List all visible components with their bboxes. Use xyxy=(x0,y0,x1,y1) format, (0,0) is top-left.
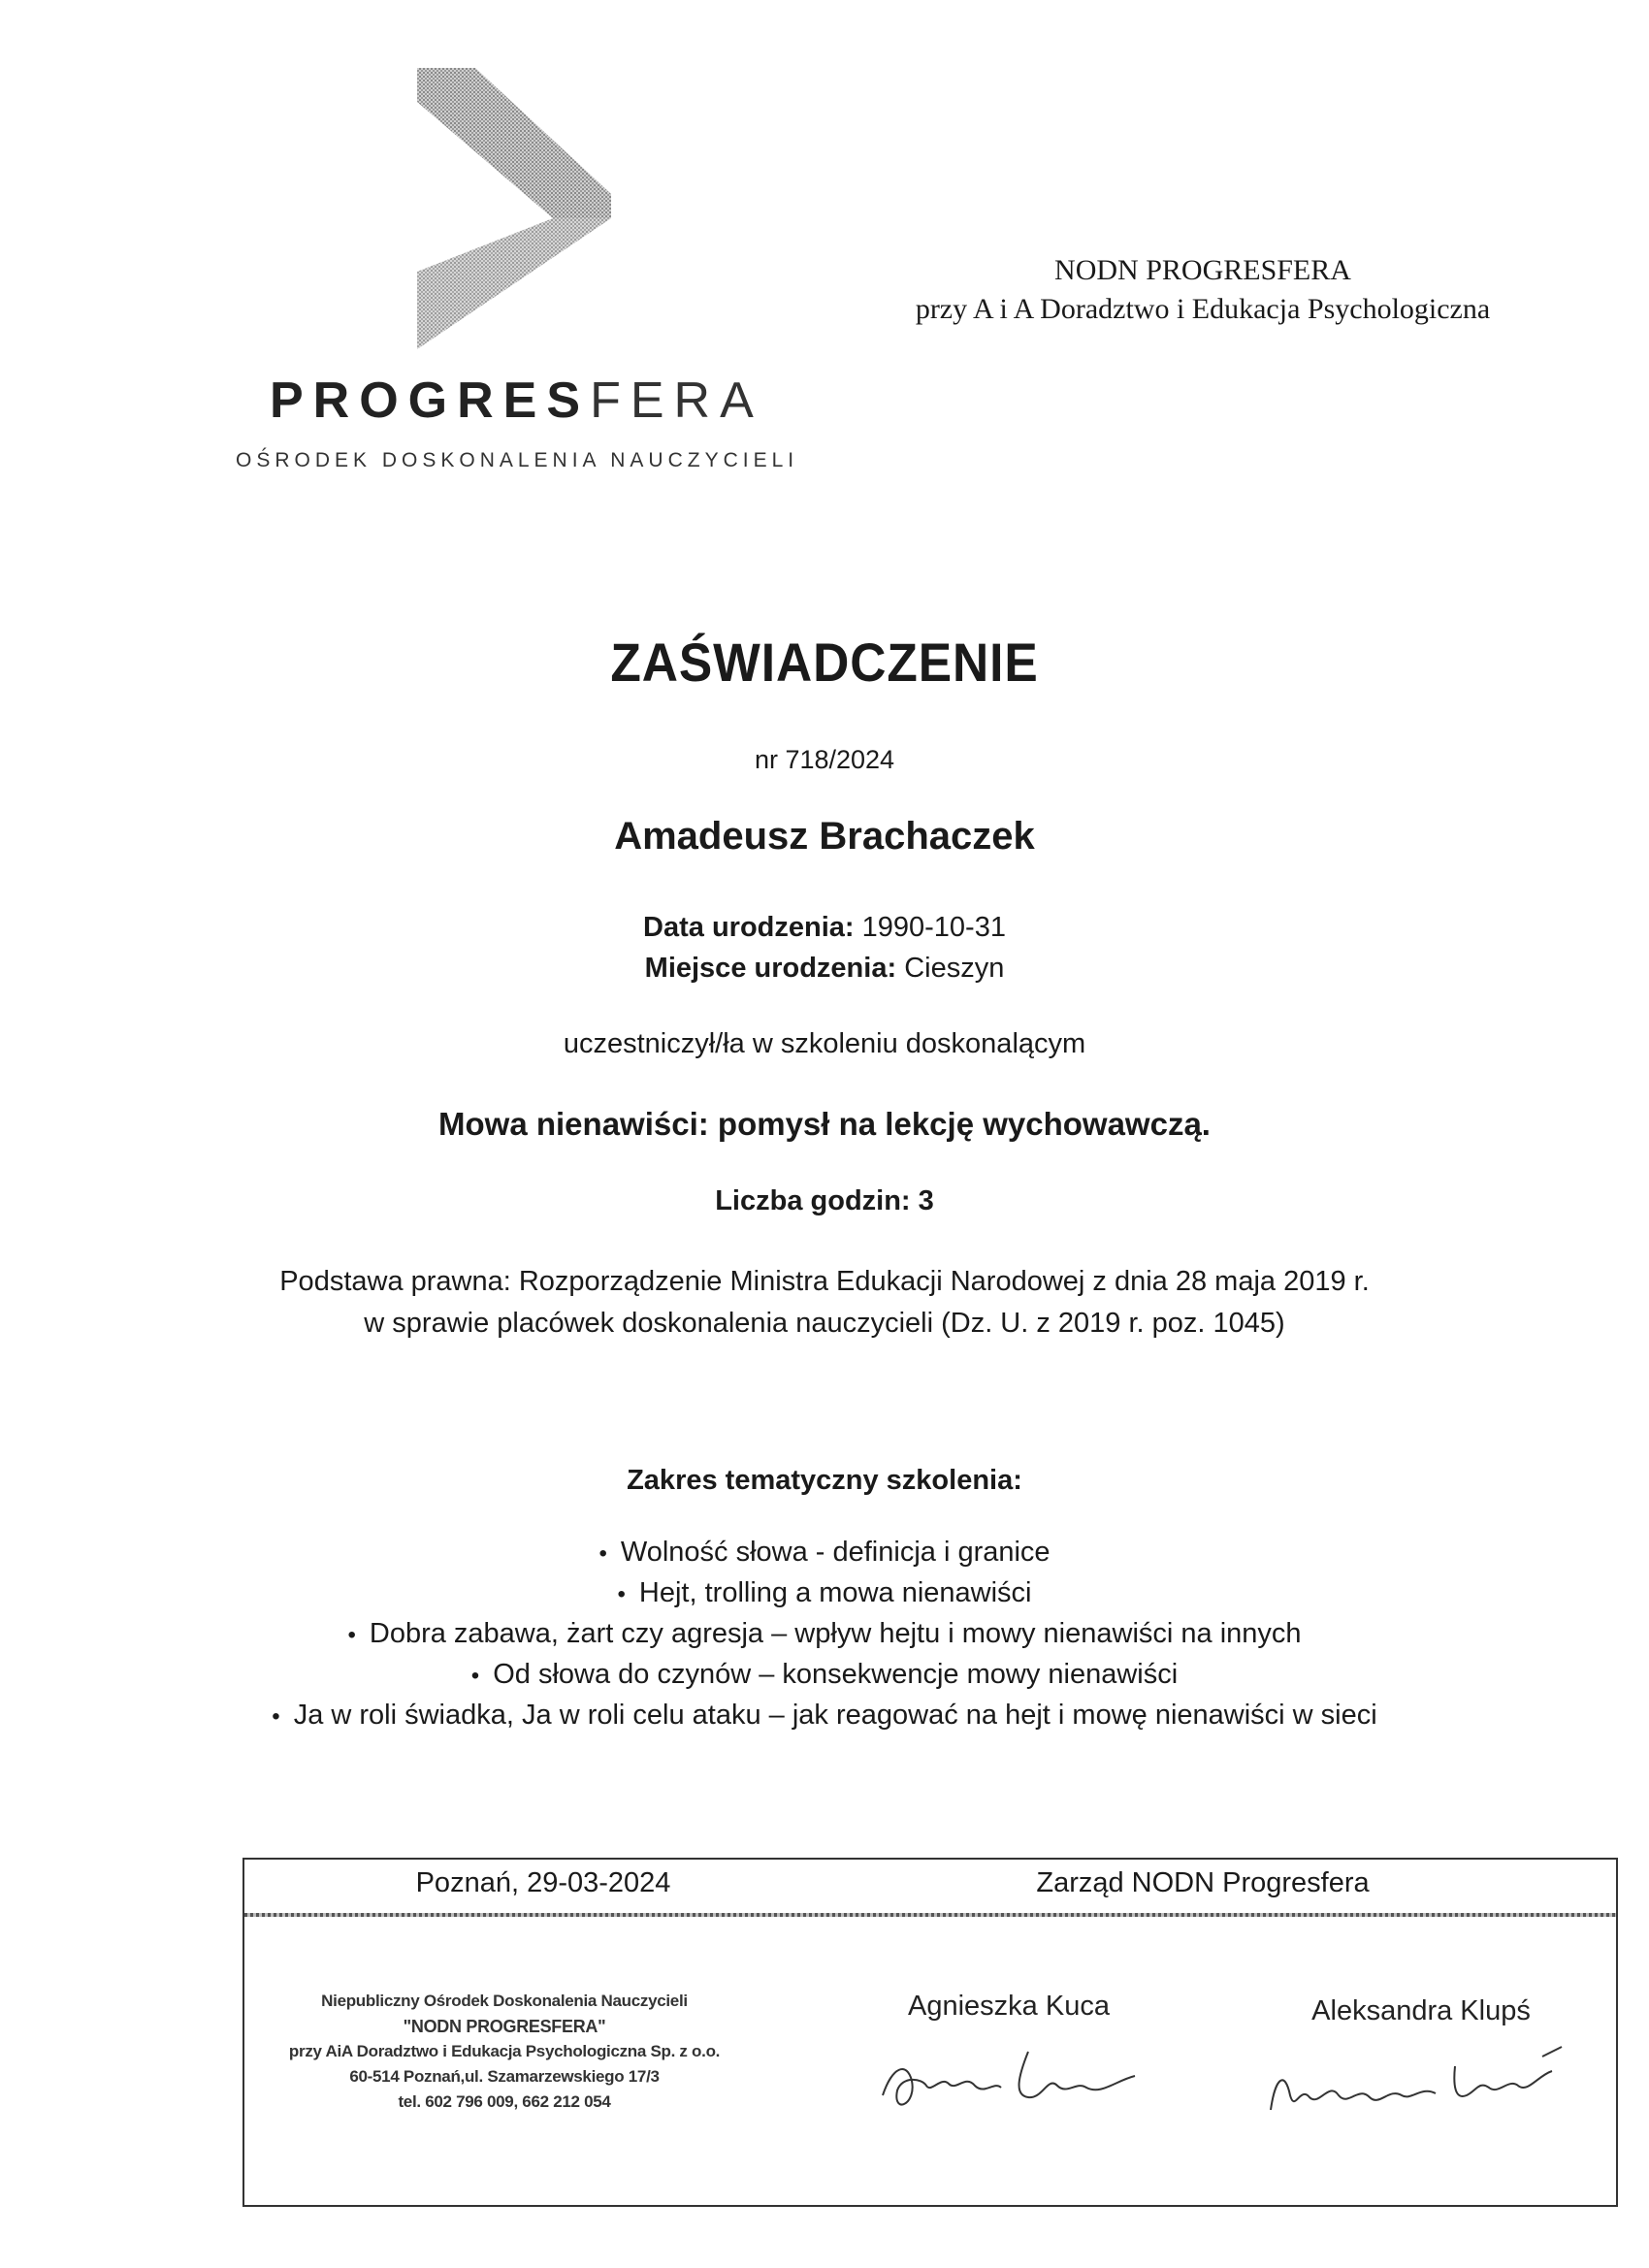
board-label: Zarząd NODN Progresfera xyxy=(1036,1867,1370,1898)
list-item: • Wolność słowa - definicja i granice xyxy=(0,1533,1649,1573)
logo-wordmark: PROGRESFERA xyxy=(270,373,763,429)
person-name: Amadeusz Brachaczek xyxy=(614,815,1035,858)
list-item: • Hejt, trolling a mowa nienawiści xyxy=(0,1573,1649,1614)
pob-label: Miejsce urodzenia: xyxy=(644,953,897,984)
topics-list xyxy=(0,1533,1649,1736)
participation-text: uczestniczył/ła w szkoleniu doskonalącym xyxy=(563,1028,1086,1059)
signer-name-1: Agnieszka Kuca xyxy=(908,1991,1110,2022)
progresfera-logo-icon xyxy=(407,68,621,349)
stamp-line: "NODN PROGRESFERA" xyxy=(403,2017,606,2036)
document-title: ZAŚWIADCZENIE xyxy=(610,632,1039,693)
signer-name-2: Aleksandra Klupś xyxy=(1311,1995,1531,2026)
institution-stamp xyxy=(281,1989,728,2115)
list-item: • Ja w roli świadka, Ja w roli celu ataku – jak reagować na hejt i mowę nienawiści w sieci xyxy=(0,1696,1649,1736)
legal-basis-line-1: Podstawa prawna: Rozporządzenie Ministra Edukacji Narodowej z dnia 28 maja 2019 r. xyxy=(279,1266,1370,1297)
date-of-birth xyxy=(0,912,1649,944)
issue-date: Poznań, 29-03-2024 xyxy=(415,1867,671,1898)
course-title: Mowa nienawiści: pomysł na lekcję wychowawczą. xyxy=(438,1106,1211,1142)
signature-1 xyxy=(873,2037,1154,2124)
dob-label: Data urodzenia: xyxy=(643,912,855,943)
place-of-birth xyxy=(0,953,1649,985)
legal-basis-line-2: w sprawie placówek doskonalenia nauczycieli (Dz. U. z 2019 r. poz. 1045) xyxy=(364,1308,1285,1339)
signature-2 xyxy=(1261,2037,1581,2124)
org-subtitle: przy A i A Doradztwo i Edukacja Psychologiczna xyxy=(915,293,1491,325)
hours-count: Liczba godzin: 3 xyxy=(715,1185,934,1216)
list-item: • Od słowa do czynów – konsekwencje mowy nienawiści xyxy=(0,1655,1649,1696)
stamp-line: 60-514 Poznań,ul. Szamarzewskiego 17/3 xyxy=(349,2067,660,2086)
dob-value: 1990-10-31 xyxy=(861,912,1006,943)
stamp-line: przy AiA Doradztwo i Edukacja Psychologiczna Sp. z o.o. xyxy=(288,2042,721,2060)
certificate-number: nr 718/2024 xyxy=(754,745,895,774)
footer-divider xyxy=(244,1913,1616,1917)
org-name: NODN PROGRESFERA xyxy=(1054,254,1351,286)
logo-subtitle: OŚRODEK DOSKONALENIA NAUCZYCIELI xyxy=(236,449,799,471)
stamp-line: tel. 602 796 009, 662 212 054 xyxy=(398,2092,611,2111)
list-item: • Dobra zabawa, żart czy agresja – wpływ hejtu i mowy nienawiści na innych xyxy=(0,1614,1649,1655)
topics-heading: Zakres tematyczny szkolenia: xyxy=(627,1465,1022,1496)
pob-value: Cieszyn xyxy=(904,953,1005,984)
stamp-line: Niepubliczny Ośrodek Doskonalenia Nauczycieli xyxy=(321,1992,688,2010)
